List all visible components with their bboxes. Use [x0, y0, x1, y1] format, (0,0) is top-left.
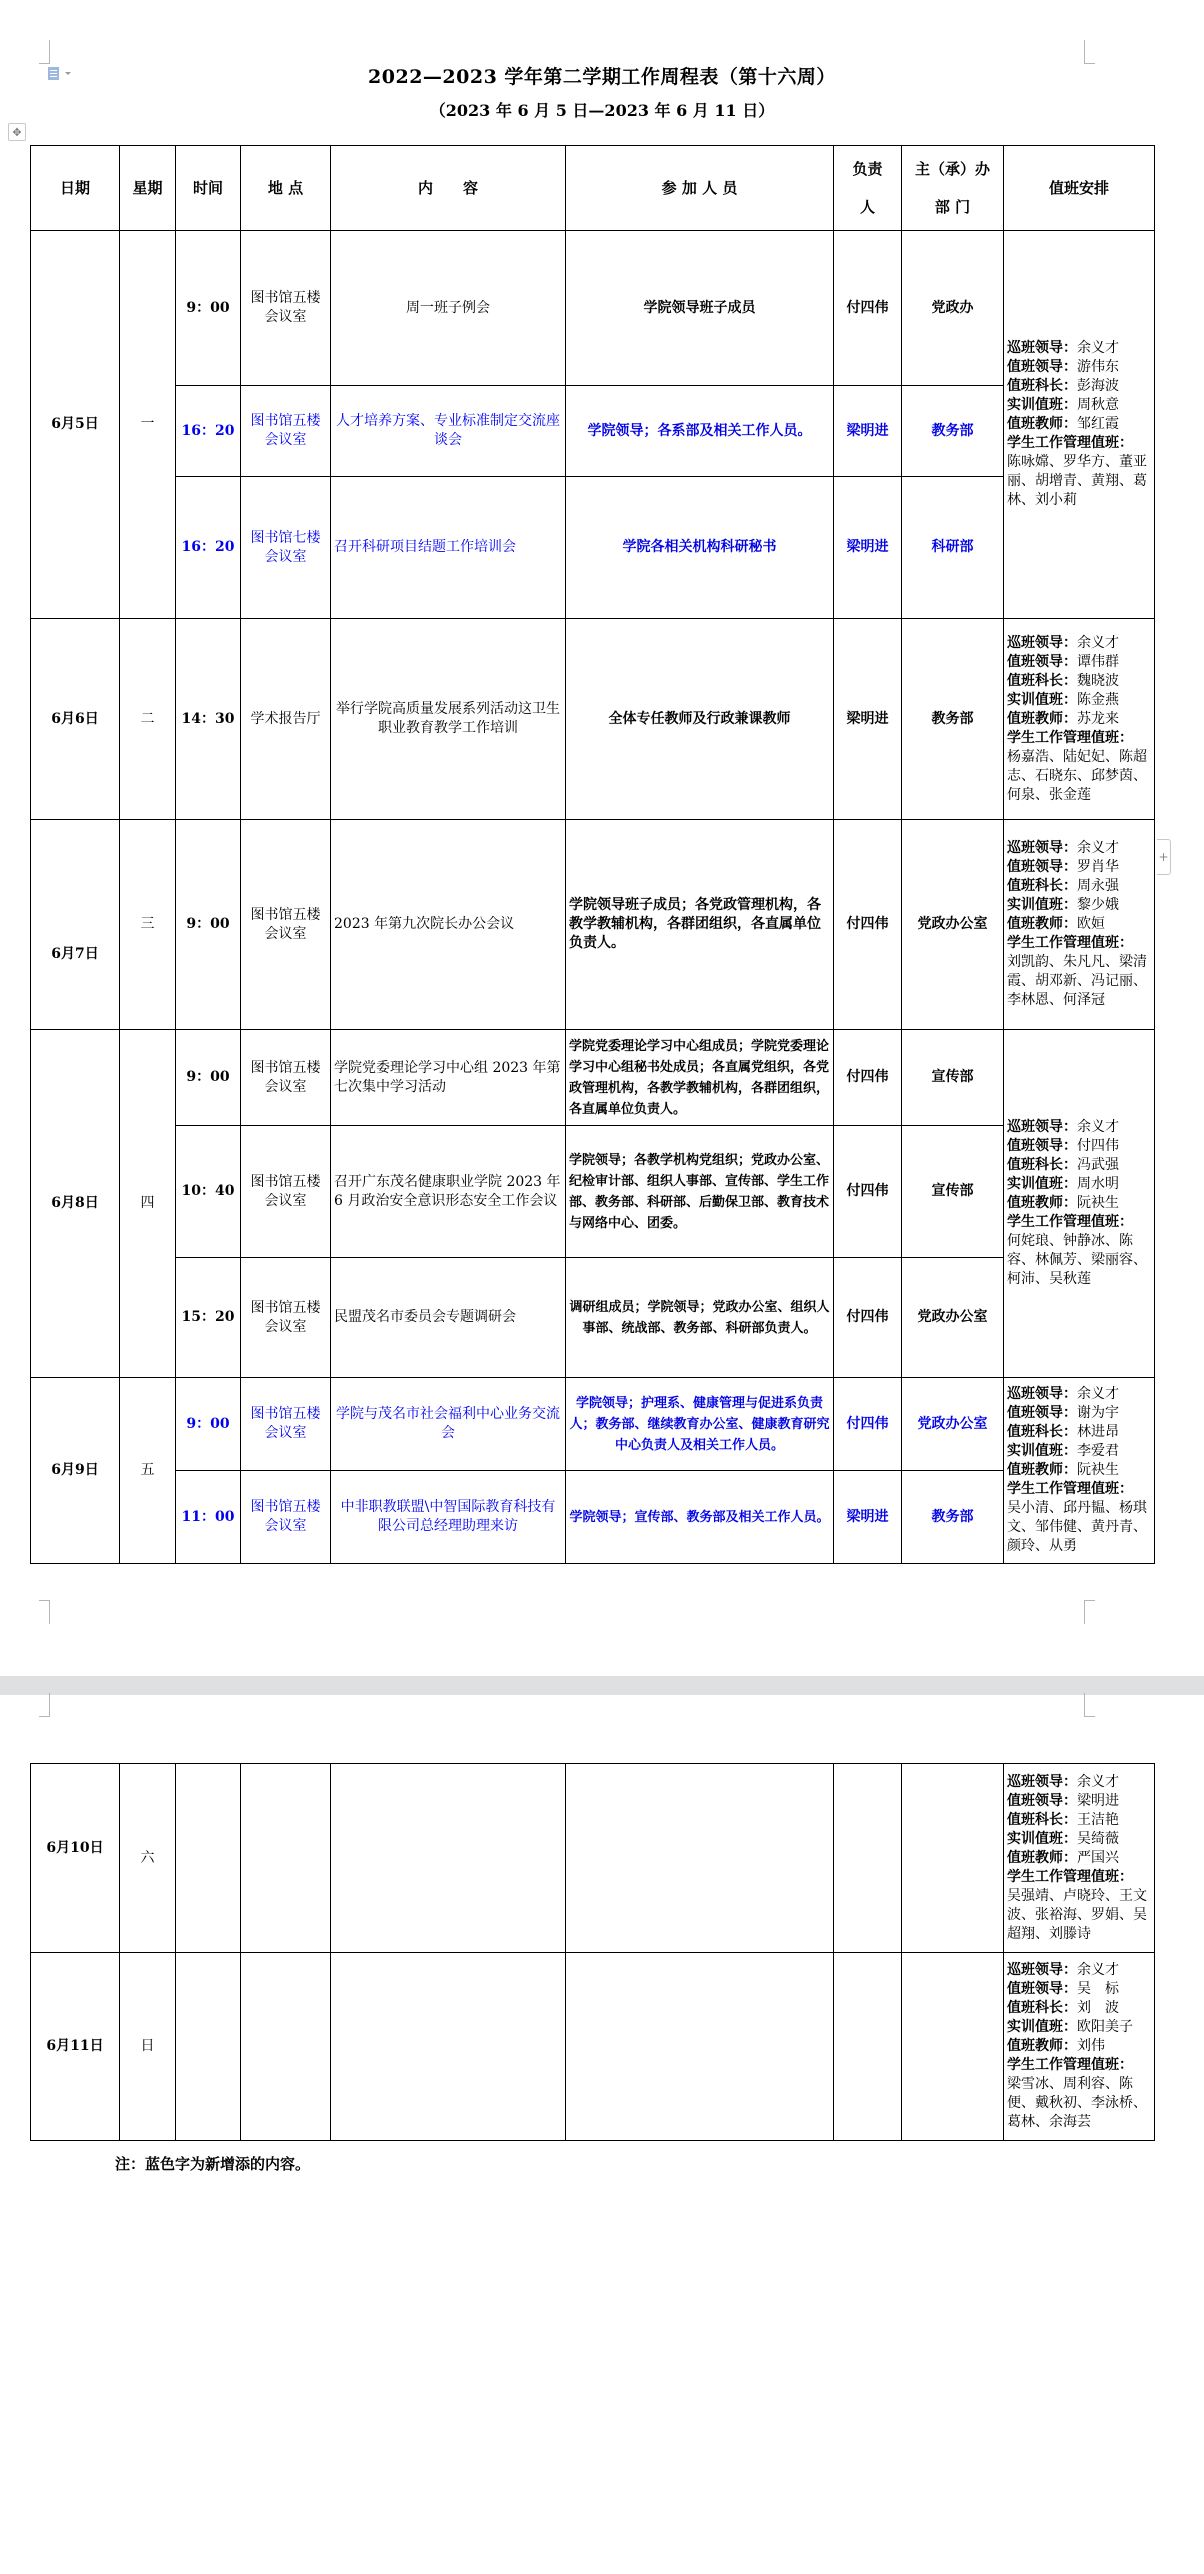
participants-cell: 调研组成员；学院领导；党政办公室、组织人事部、统战部、教务部、科研部负责人。	[566, 1258, 834, 1378]
time-cell: 9：00	[176, 1378, 241, 1471]
weekday-cell: 一	[120, 231, 176, 619]
table-row	[31, 477, 1155, 619]
date-cell: 6月8日	[31, 1030, 120, 1378]
page-corner-mark	[1084, 1600, 1095, 1624]
table-row	[31, 1258, 1155, 1378]
time-cell: 9：00	[176, 1030, 241, 1126]
table-row	[31, 1030, 1155, 1126]
time-cell	[176, 1953, 241, 2141]
time-cell: 15：20	[176, 1258, 241, 1378]
page-corner-mark	[39, 40, 50, 64]
location-cell: 图书馆五楼会议室	[241, 1030, 331, 1126]
date-cell: 6月7日	[31, 820, 120, 1030]
header-duty: 值班安排	[1004, 146, 1155, 231]
content-cell	[331, 1764, 566, 1953]
location-cell	[241, 1764, 331, 1953]
owner-cell: 梁明进	[834, 386, 902, 477]
header-location: 地 点	[241, 146, 331, 231]
page-corner-mark	[1084, 1693, 1095, 1717]
duty-cell: 巡班领导：余义才 值班领导：谭伟群 值班科长：魏晓波 实训值班：陈金燕 值班教师：苏龙来 学生工作管理值班： 杨嘉浩、陆妃妃、陈超志、石晓东、邱梦茵、何泉、张金莲	[1004, 619, 1155, 820]
owner-cell: 付四伟	[834, 1126, 902, 1258]
owner-cell: 付四伟	[834, 1258, 902, 1378]
content-cell: 人才培养方案、专业标准制定交流座谈会	[331, 386, 566, 477]
weekday-cell: 六	[120, 1764, 176, 1953]
content-cell	[331, 1953, 566, 2141]
owner-cell: 付四伟	[834, 231, 902, 386]
schedule-table-continued	[30, 1763, 1155, 2141]
header-participants: 参 加 人 员	[566, 146, 834, 231]
owner-cell	[834, 1953, 902, 2141]
plus-icon: +	[1158, 850, 1169, 864]
participants-cell: 学院领导班子成员	[566, 231, 834, 386]
table-row	[31, 619, 1155, 820]
table-row	[31, 386, 1155, 477]
location-cell: 图书馆七楼会议室	[241, 477, 331, 619]
content-cell: 周一班子例会	[331, 231, 566, 386]
header-content: 内 容	[331, 146, 566, 231]
location-cell: 图书馆五楼会议室	[241, 1258, 331, 1378]
owner-cell: 付四伟	[834, 1030, 902, 1126]
table-row	[31, 1378, 1155, 1471]
content-cell: 中非职教联盟\中智国际教育科技有限公司总经理助理来访	[331, 1471, 566, 1564]
header-time: 时间	[176, 146, 241, 231]
owner-cell: 付四伟	[834, 820, 902, 1030]
owner-cell: 付四伟	[834, 1378, 902, 1471]
dept-cell: 宣传部	[902, 1126, 1004, 1258]
participants-cell: 学院党委理论学习中心组成员；学院党委理论学习中心组秘书处成员；各直属党组织，各党政管理机构，各教学教辅机构，各群团组织，各直属单位负责人。	[566, 1030, 834, 1126]
weekday-cell: 日	[120, 1953, 176, 2141]
participants-cell: 全体专任教师及行政兼课教师	[566, 619, 834, 820]
participants-cell	[566, 1953, 834, 2141]
time-cell: 10：40	[176, 1126, 241, 1258]
document-title: 2022—2023 学年第二学期工作周程表（第十六周）	[368, 66, 836, 88]
page-corner-mark	[39, 1693, 50, 1717]
content-cell: 学院党委理论学习中心组 2023 年第七次集中学习活动	[331, 1030, 566, 1126]
page-separator	[0, 1676, 1204, 1695]
dept-cell	[902, 1953, 1004, 2141]
owner-cell	[834, 1764, 902, 1953]
table-header-row	[31, 146, 1155, 231]
time-cell: 16：20	[176, 477, 241, 619]
header-weekday: 星期	[120, 146, 176, 231]
location-cell: 图书馆五楼会议室	[241, 231, 331, 386]
table-row	[31, 1471, 1155, 1564]
header-date: 日期	[31, 146, 120, 231]
content-cell: 民盟茂名市委员会专题调研会	[331, 1258, 566, 1378]
time-cell: 14：30	[176, 619, 241, 820]
table-row	[31, 1953, 1155, 2141]
add-column-button[interactable]	[1157, 839, 1171, 875]
table-row	[31, 1764, 1155, 1953]
date-cell: 6月9日	[31, 1378, 120, 1564]
location-cell	[241, 1953, 331, 2141]
dept-cell: 党政办公室	[902, 1258, 1004, 1378]
participants-cell	[566, 1764, 834, 1953]
date-cell: 6月6日	[31, 619, 120, 820]
duty-cell: 巡班领导：余义才 值班领导：梁明进 值班科长：王洁艳 实训值班：吴绮薇 值班教师：严国兴 学生工作管理值班： 吴强靖、卢晓玲、王文波、张裕海、罗娟、吴超翔、刘滕诗	[1004, 1764, 1155, 1953]
dept-cell: 教务部	[902, 386, 1004, 477]
page-corner-mark	[1084, 40, 1095, 64]
participants-cell: 学院领导；各系部及相关工作人员。	[566, 386, 834, 477]
location-cell: 图书馆五楼会议室	[241, 820, 331, 1030]
time-cell: 11：00	[176, 1471, 241, 1564]
dept-cell	[902, 1764, 1004, 1953]
participants-cell: 学院各相关机构科研秘书	[566, 477, 834, 619]
duty-cell: 巡班领导：余义才 值班领导：付四伟 值班科长：冯武强 实训值班：周水明 值班教师：阮袂生 学生工作管理值班： 何姹琅、钟静冰、陈容、林佩芳、梁丽容、柯沛、吴秋莲	[1004, 1030, 1155, 1378]
duty-cell: 巡班领导：余义才 值班领导：吴 标 值班科长：刘 波 实训值班：欧阳美子 值班教师：刘伟 学生工作管理值班： 梁雪冰、周利容、陈便、戴秋初、李泳桥、葛林、余海芸	[1004, 1953, 1155, 2141]
owner-cell: 梁明进	[834, 619, 902, 820]
weekday-cell: 三	[120, 820, 176, 1030]
schedule-table	[30, 145, 1155, 1564]
time-cell: 16：20	[176, 386, 241, 477]
owner-cell: 梁明进	[834, 477, 902, 619]
table-move-handle[interactable]	[8, 123, 26, 141]
location-cell: 图书馆五楼会议室	[241, 1126, 331, 1258]
content-cell: 召开广东茂名健康职业学院 2023 年 6 月政治安全意识形态安全工作会议	[331, 1126, 566, 1258]
content-cell: 召开科研项目结题工作培训会	[331, 477, 566, 619]
dept-cell: 党政办公室	[902, 820, 1004, 1030]
dept-cell: 党政办	[902, 231, 1004, 386]
table-row	[31, 1126, 1155, 1258]
content-cell: 2023 年第九次院长办公会议	[331, 820, 566, 1030]
location-cell: 学术报告厅	[241, 619, 331, 820]
content-cell: 举行学院高质量发展系列活动这卫生职业教育教学工作培训	[331, 619, 566, 820]
move-icon: ✥	[12, 125, 22, 139]
header-dept: 主（承）办 部 门	[902, 146, 1004, 231]
content-cell: 学院与茂名市社会福利中心业务交流会	[331, 1378, 566, 1471]
participants-cell: 学院领导；宣传部、教务部及相关工作人员。	[566, 1471, 834, 1564]
location-cell: 图书馆五楼会议室	[241, 386, 331, 477]
duty-cell: 巡班领导：余义才 值班领导：罗肖华 值班科长：周永强 实训值班：黎少娥 值班教师：欧姮 学生工作管理值班： 刘凯韵、朱凡凡、梁清霞、胡邓新、冯记丽、李林恩、何泽冠	[1004, 820, 1155, 1030]
duty-cell: 巡班领导：余义才 值班领导：谢为宇 值班科长：林进昂 实训值班：李爱君 值班教师：阮袂生 学生工作管理值班： 吴小清、邱丹韫、杨琪文、邹伟健、黄丹青、颜玲、从勇	[1004, 1378, 1155, 1564]
location-cell: 图书馆五楼会议室	[241, 1378, 331, 1471]
duty-cell: 巡班领导：余义才 值班领导：游伟东 值班科长：彭海波 实训值班：周秋意 值班教师：邹红霞 学生工作管理值班： 陈咏嫦、罗华方、董亚丽、胡增青、黄翔、葛林、刘小莉	[1004, 231, 1155, 619]
page-corner-mark	[39, 1600, 50, 1624]
time-cell	[176, 1764, 241, 1953]
dept-cell: 党政办公室	[902, 1378, 1004, 1471]
footnote: 注：蓝色字为新增添的内容。	[115, 2155, 311, 2173]
dept-cell: 宣传部	[902, 1030, 1004, 1126]
time-cell: 9：00	[176, 231, 241, 386]
owner-cell: 梁明进	[834, 1471, 902, 1564]
weekday-cell: 五	[120, 1378, 176, 1564]
dept-cell: 教务部	[902, 1471, 1004, 1564]
table-row	[31, 820, 1155, 1030]
location-cell: 图书馆五楼会议室	[241, 1471, 331, 1564]
time-cell: 9：00	[176, 820, 241, 1030]
header-owner: 负责 人	[834, 146, 902, 231]
weekday-cell: 二	[120, 619, 176, 820]
dept-cell: 科研部	[902, 477, 1004, 619]
participants-cell: 学院领导；各教学机构党组织；党政办公室、纪检审计部、组织人事部、宣传部、学生工作部、教务部、科研部、后勤保卫部、教育技术与网络中心、团委。	[566, 1126, 834, 1258]
participants-cell: 学院领导；护理系、健康管理与促进系负责人；教务部、继续教育办公室、健康教育研究中心负责人及相关工作人员。	[566, 1378, 834, 1471]
table-row	[31, 231, 1155, 386]
date-cell: 6月5日	[31, 231, 120, 619]
dept-cell: 教务部	[902, 619, 1004, 820]
weekday-cell: 四	[120, 1030, 176, 1378]
date-cell: 6月10日	[31, 1764, 120, 1953]
participants-cell: 学院领导班子成员；各党政管理机构，各教学教辅机构，各群团组织，各直属单位负责人。	[566, 820, 834, 1030]
document-subtitle: （2023 年 6 月 5 日—2023 年 6 月 11 日）	[429, 101, 775, 120]
date-cell: 6月11日	[31, 1953, 120, 2141]
